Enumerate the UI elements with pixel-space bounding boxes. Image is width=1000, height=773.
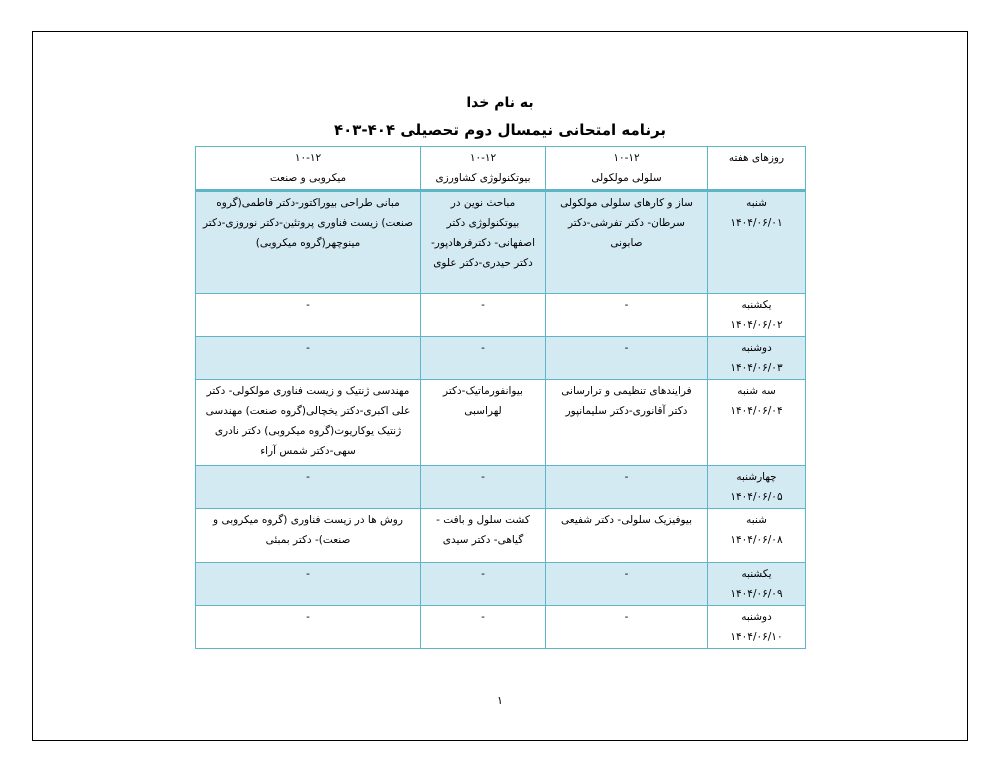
day-date: ۱۴۰۴/۰۶/۰۳ — [730, 362, 783, 374]
header-time: ۱۰-۱۲ — [613, 152, 640, 164]
exam-cell-agri: - — [421, 606, 546, 649]
day-date: ۱۴۰۴/۰۶/۰۱ — [730, 217, 783, 229]
day-cell — [708, 606, 806, 649]
day-date: ۱۴۰۴/۰۶/۰۹ — [730, 588, 783, 600]
exam-schedule-table — [195, 146, 806, 649]
exam-cell-micro: - — [196, 466, 421, 509]
day-cell — [708, 337, 806, 380]
day-name: یکشنبه — [741, 299, 772, 311]
header-micro-industry — [196, 147, 421, 191]
day-date: ۱۴۰۴/۰۶/۰۲ — [730, 319, 783, 331]
exam-cell-molecular: - — [546, 294, 708, 337]
exam-cell-micro: مهندسی ژنتیک و زیست فناوری مولکولی- دکتر علی اکبری-دکتر یخچالی(گروه صنعت) مهندسی ژنتیک یوکاریوت(گروه میکروبی) دکتر نادری سهی-دکتر شمس آراء — [196, 380, 421, 466]
exam-cell-molecular: - — [546, 563, 708, 606]
day-name: شنبه — [746, 197, 767, 209]
exam-cell-micro: روش ها در زیست فناوری (گروه میکروبی و صنعت)- دکتر بمبئی — [196, 509, 421, 563]
day-date: ۱۴۰۴/۰۶/۰۴ — [730, 405, 783, 417]
header-group: سلولی مولکولی — [591, 172, 662, 184]
day-name: چهارشنبه — [736, 471, 777, 483]
day-cell — [708, 509, 806, 563]
exam-cell-molecular: ساز و کارهای سلولی مولکولی سرطان- دکتر تفرشی-دکتر صابونی — [546, 191, 708, 294]
exam-cell-molecular: بیوفیزیک سلولی- دکتر شفیعی — [546, 509, 708, 563]
day-name: دوشنبه — [741, 611, 772, 623]
table-row — [196, 337, 806, 380]
exam-cell-molecular: - — [546, 606, 708, 649]
table-row — [196, 191, 806, 294]
header-agri-biotech — [421, 147, 546, 191]
day-date: ۱۴۰۴/۰۶/۰۸ — [730, 534, 783, 546]
day-date: ۱۴۰۴/۰۶/۱۰ — [730, 631, 783, 643]
page-subtitle: برنامه امتحانی نیمسال دوم تحصیلی ۴۰۴-۴۰۳ — [333, 121, 667, 139]
exam-cell-micro: مبانی طراحی بیوراکتور-دکتر فاطمی(گروه صنعت) زیست فناوری پروتئین-دکتر نوروزی-دکتر مینوچهر(گروه میکروبی) — [196, 191, 421, 294]
table-row — [196, 563, 806, 606]
exam-cell-molecular: - — [546, 466, 708, 509]
day-name: دوشنبه — [741, 342, 772, 354]
exam-cell-molecular: - — [546, 337, 708, 380]
table-row — [196, 294, 806, 337]
day-name: سه شنبه — [737, 385, 776, 397]
table-row — [196, 466, 806, 509]
day-date: ۱۴۰۴/۰۶/۰۵ — [730, 491, 783, 503]
header-group: میکروبی و صنعت — [269, 172, 347, 184]
day-cell — [708, 191, 806, 294]
table-row — [196, 380, 806, 466]
exam-cell-agri: مباحث نوین در بیوتکنولوژی دکتر اصفهانی- دکترفرهادپور-دکتر حیدری-دکتر علوی — [421, 191, 546, 294]
table-row — [196, 509, 806, 563]
exam-cell-agri: - — [421, 466, 546, 509]
day-cell — [708, 380, 806, 466]
header-days: روزهای هفته — [708, 147, 806, 191]
exam-cell-agri: بیوانفورماتیک-دکتر لهراسبی — [421, 380, 546, 466]
exam-cell-micro: - — [196, 606, 421, 649]
day-name: شنبه — [746, 514, 767, 526]
table-header-row — [196, 147, 806, 191]
exam-cell-micro: - — [196, 563, 421, 606]
table-row — [196, 606, 806, 649]
day-cell — [708, 466, 806, 509]
header-time: ۱۰-۱۲ — [294, 152, 322, 164]
day-name: یکشنبه — [741, 568, 772, 580]
exam-cell-agri: - — [421, 563, 546, 606]
header-time: ۱۰-۱۲ — [469, 152, 497, 164]
page-number: ۱ — [497, 694, 503, 707]
exam-cell-agri: کشت سلول و بافت - گیاهی- دکتر سیدی — [421, 509, 546, 563]
page-title: به نام خدا — [466, 95, 534, 111]
exam-cell-agri: - — [421, 337, 546, 380]
header-group: بیوتکنولوژی کشاورزی — [435, 172, 531, 184]
day-cell — [708, 294, 806, 337]
exam-cell-agri: - — [421, 294, 546, 337]
exam-cell-molecular: فرایندهای تنظیمی و ترارسانی دکتر آقانوری-دکتر سلیمانپور — [546, 380, 708, 466]
exam-cell-micro: - — [196, 294, 421, 337]
exam-cell-micro: - — [196, 337, 421, 380]
header-cell-molecular — [546, 147, 708, 191]
day-cell — [708, 563, 806, 606]
